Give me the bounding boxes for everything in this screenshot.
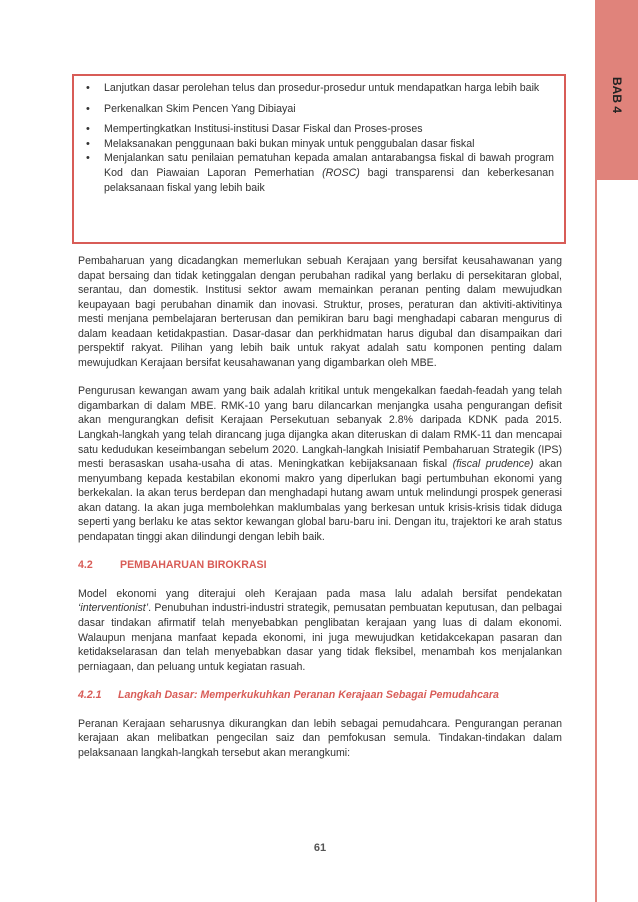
bullet-icon: • [86,137,90,150]
bullet-text: Mempertingkatkan Institusi-institusi Dasar Fiskal dan Proses-proses [104,123,423,136]
subsection-title: Langkah Dasar: Memperkukuhkan Peranan Kerajaan Sebagai Pemudahcara [118,689,499,702]
bullet-icon: • [86,152,90,165]
bullet-text: Perkenalkan Skim Pencen Yang Dibiayai [104,102,296,115]
paragraph-emphasis: (fiscal prudence) [452,458,534,471]
bullet-text-post: bagi transparensi dan keberkesanan pelaksanaan fiskal yang lebih baik [104,166,554,194]
list-item [86,102,554,117]
bullet-icon: • [86,82,90,94]
paragraph-text: Model ekonomi yang diterajui oleh Kerajaan pada masa lalu adalah bersifat pendekatan [78,587,562,600]
paragraph-economic-model [78,587,562,674]
paragraph-emphasis: ‘interventionist’ [78,602,149,615]
bullet-text-acronym: (ROSC) [322,166,360,179]
bullet-text: Lanjutkan dasar perolehan telus dan prosedur-prosedur untuk mendapatkan harga lebih baik [104,82,540,94]
section-number: 4.2 [78,559,93,572]
subsection-heading [78,688,562,703]
list-item [86,151,554,195]
subsection-number: 4.2.1 [78,689,102,702]
list-item [86,137,554,152]
policy-bullet-list [86,81,554,195]
policy-bullet-box [72,74,566,244]
bullet-icon: • [86,123,90,136]
paragraph-entrepreneurial-government: Pembaharuan yang dicadangkan memerlukan sebuah Kerajaan yang bersifat keusahawanan yang dapat bersaing dan tidak ketinggalan dengan perubahan radikal yang berlaku di persekitaran global, serantau, dan domestik. Institusi sektor awam memainkan peranan penting dalam mewujudkan keupayaan bagi perubahan dinamik dan inovasi. Struktur, proses, peraturan dan aktiviti-aktivitinya mesti menjana pembelajaran berterusan dan pemikiran baru bagi menghadapi cabaran mengurus di dalam keadaan ketidakpastian. Dasar-dasar dan perkhidmatan harus digubal dan disampaikan dari perspektif rakyat. Pilihan yang lebih baik untuk rakyat adalah satu komponen penting dalam mewujudkan Kerajaan bersifat keusahawanan yang digambarkan oleh MBE. [78,255,562,369]
list-item [86,81,554,96]
chapter-side-stripe [595,180,597,902]
chapter-tab-label-wrap [597,60,637,130]
paragraph-text: Pengurusan kewangan awam yang baik adalah kritikal untuk mengekalkan faedah-feadah yang telah digambarkan di dalam MBE. RMK-10 yang baru dilancarkan menjangka usaha pengurangan defisit akan mengurangkan defisit Kerajaan Persekutuan sebanyak 2.8% daripada KDNK pada 2015. Langkah-langkah yang telah dirancang juga dijangka akan diteruskan di dalam RMK-11 dan mencapai satu kedudukan keseimbangan sebelum 2020. Langkah-langkah Inisiatif Pembaharuan Strategik (IPS) mesti berasaskan usaha-usaha di atas. Meningkatkan kebijaksanaan fiskal [78,385,562,471]
page-number: 61 [313,842,327,854]
main-content [78,254,562,774]
paragraph-text: . Penubuhan industri-industri strategik, pemusatan pembuatan keputusan, dan pelbagai dasar tindakan afirmatif telah menyebabkan penglibatan kerajaan yang luas di dalam ekonomi. Walaupun menjana manfaat kepada ekonomi, ini juga mewujudkan ketidakcekapan pasaran dan ketidakselarasan dan telah menyebabkan dasar yang tidak fleksibel, menambah kos menjalankan perniagaan, dan peluang untuk kegiatan rasuah. [78,602,562,673]
section-title: PEMBAHARUAN BIROKRASI [120,559,267,572]
section-heading [78,558,562,573]
paragraph-text: akan menyumbang kepada kestabilan ekonomi makro yang diperlukan bagi pertumbuhan ekonomi yang berkekalan. Ia akan terus berdepan dan menghadapi hutang awam untuk melindungi prospek generasi akan datang. Ia akan juga membolehkan maklumbalas yang berkesan untuk krisis-krisis tidak diduga seperti yang berlaku ke atas sektor kewangan global baru-baru ini. Dengan itu, trajektori ke arah status pendapatan tinggi akan dilindungi dengan lebih baik. [78,458,562,543]
bullet-icon: • [86,102,90,115]
chapter-tab-label: BAB 4 [609,76,624,114]
bullet-text: Melaksanakan penggunaan baki bukan minyak untuk penggubalan dasar fiskal [104,137,475,150]
chapter-tab [595,0,638,180]
list-item [86,122,554,137]
paragraph-government-role: Peranan Kerajaan seharusnya dikurangkan dan lebih sebagai pemudahcara. Pengurangan peranan kerajaan akan melibatkan pengecilan saiz dan pemfokusan semula. Tindakan-tindakan dalam pelaksanaan langkah-langkah tersebut akan merangkumi: [78,717,562,759]
bullet-text-pre: Menjalankan satu penilaian pematuhan kepada amalan antarabangsa fiskal di bawah program Kod dan Piawaian Laporan Pemerhatian [104,152,554,179]
paragraph-public-finance [78,384,562,544]
